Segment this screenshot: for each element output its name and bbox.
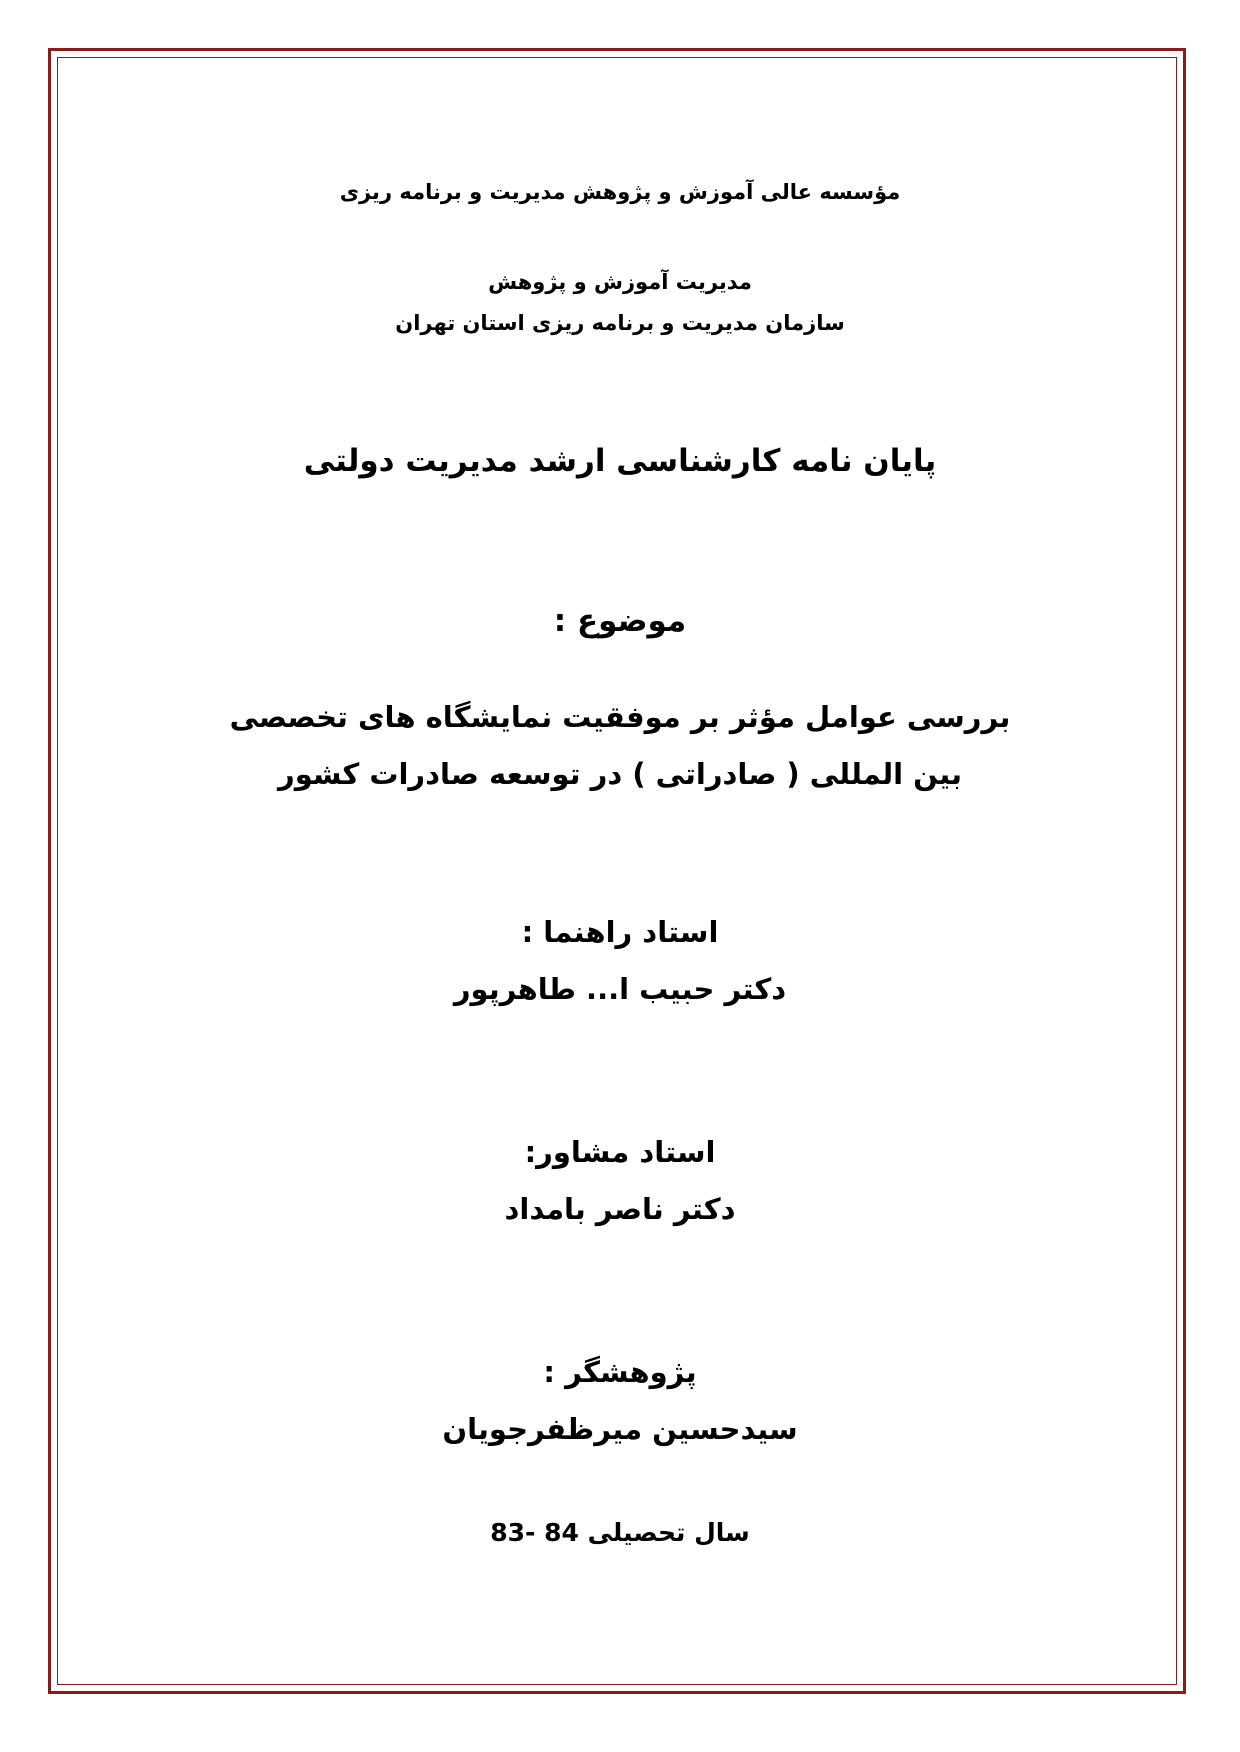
organization-name: سازمان مدیریت و برنامه ریزی استان تهران bbox=[395, 311, 845, 335]
consultant-name: دکتر ناصر بامداد bbox=[504, 1192, 736, 1226]
subject-label: موضوع : bbox=[553, 603, 687, 639]
thesis-title-line-1: بررسی عوامل مؤثر بر موفقیت نمایشگاه های تخصصی bbox=[229, 700, 1011, 734]
advisor-label: استاد راهنما : bbox=[521, 915, 719, 949]
academic-year: سال تحصیلی 84 -83 bbox=[490, 1518, 750, 1547]
advisor-name: دکتر حبیب ا... طاهرپور bbox=[453, 972, 787, 1006]
consultant-label: استاد مشاور: bbox=[524, 1135, 716, 1169]
researcher-name: سیدحسین میرظفرجویان bbox=[442, 1412, 798, 1446]
department-name: مدیریت آموزش و پژوهش bbox=[488, 270, 752, 294]
thesis-type: پایان نامه کارشناسی ارشد مدیریت دولتی bbox=[303, 443, 937, 479]
institute-name: مؤسسه عالی آموزش و پژوهش مدیریت و برنامه ریزی bbox=[339, 180, 901, 204]
thesis-title-line-2: بین المللی ( صادراتی ) در توسعه صادرات کشور bbox=[278, 757, 962, 791]
researcher-label: پژوهشگر : bbox=[543, 1355, 697, 1389]
